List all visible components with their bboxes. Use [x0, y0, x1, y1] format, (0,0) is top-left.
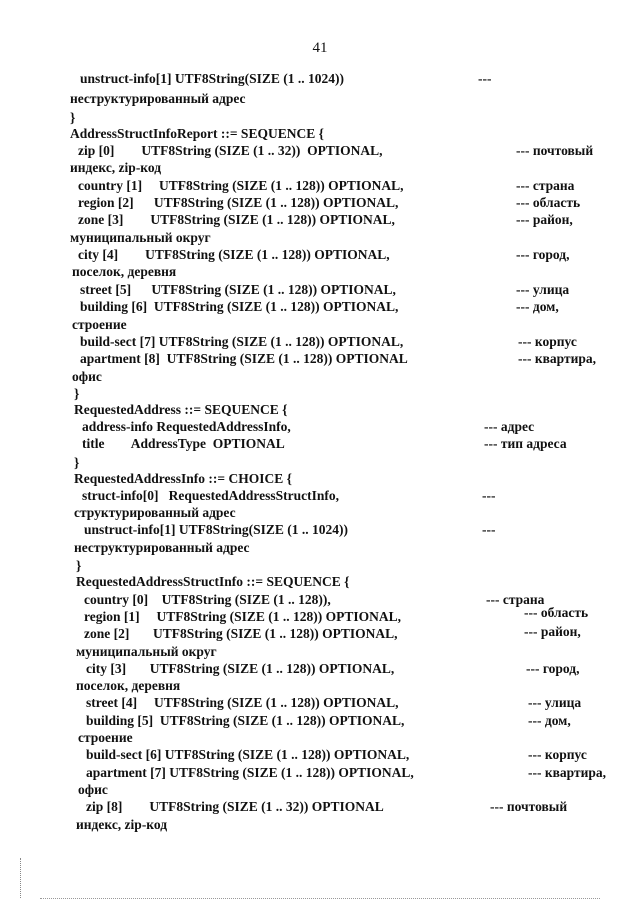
code-line: city [3] UTF8String (SIZE (1 .. 128)) OPTIONAL, [86, 661, 395, 676]
code-line: build-sect [7] UTF8String (SIZE (1 .. 128)) OPTIONAL, [80, 334, 404, 349]
code-line: zone [3] UTF8String (SIZE (1 .. 128)) OPTIONAL, [78, 212, 395, 227]
comment: --- квартира, [528, 765, 607, 780]
comment: --- область [524, 605, 589, 620]
code-line: unstruct-info[1] UTF8String(SIZE (1 .. 1024)) [80, 71, 345, 86]
comment: --- город, [516, 247, 570, 262]
code-line: building [6] UTF8String (SIZE (1 .. 128)) OPTIONAL, [80, 299, 399, 314]
code-line: } [76, 558, 82, 573]
comment: --- страна [486, 592, 545, 607]
code-line: struct-info[0] RequestedAddressStructInfo, [82, 488, 339, 503]
code-line: apartment [8] UTF8String (SIZE (1 .. 128)) OPTIONAL [80, 351, 408, 366]
comment-dashes: --- [478, 71, 492, 86]
comment: --- дом, [528, 713, 571, 728]
comment-continuation: муниципальный округ [76, 644, 217, 659]
comment-continuation: строение [72, 317, 127, 332]
comment-continuation: структурированный адрес [74, 505, 236, 520]
code-line: zone [2] UTF8String (SIZE (1 .. 128)) OPTIONAL, [84, 626, 398, 641]
comment: --- район, [524, 624, 581, 639]
comment-continuation: индекс, zip-код [76, 817, 168, 832]
code-line: } [70, 110, 76, 125]
comment: --- город, [526, 661, 580, 676]
code-line: title AddressType OPTIONAL [82, 436, 285, 451]
code-line: zip [0] UTF8String (SIZE (1 .. 32)) OPTIONAL, [78, 143, 383, 158]
comment: --- почтовый [490, 799, 568, 814]
comment: --- адрес [484, 419, 535, 434]
page-number: 41 [312, 40, 328, 56]
comment: --- район, [516, 212, 573, 227]
comment-continuation: поселок, деревня [72, 264, 177, 279]
code-line: street [4] UTF8String (SIZE (1 .. 128)) OPTIONAL, [86, 695, 399, 710]
code-line: } [74, 455, 80, 470]
code-line: apartment [7] UTF8String (SIZE (1 .. 128)) OPTIONAL, [86, 765, 414, 780]
code-line: AddressStructInfoReport ::= SEQUENCE { [70, 126, 324, 141]
comment-continuation: строение [78, 730, 133, 745]
comment-dashes: --- [482, 522, 496, 537]
comment: --- страна [516, 178, 575, 193]
comment-continuation: индекс, zip-код [70, 160, 162, 175]
comment: --- дом, [516, 299, 559, 314]
comment-continuation: муниципальный округ [70, 230, 211, 245]
code-line: street [5] UTF8String (SIZE (1 .. 128)) OPTIONAL, [80, 282, 396, 297]
comment: --- улица [516, 282, 570, 297]
code-line: region [2] UTF8String (SIZE (1 .. 128)) OPTIONAL, [78, 195, 399, 210]
code-line: address-info RequestedAddressInfo, [82, 419, 291, 434]
comment: --- область [516, 195, 581, 210]
code-line: building [5] UTF8String (SIZE (1 .. 128)) OPTIONAL, [86, 713, 405, 728]
comment: --- корпус [518, 334, 577, 349]
comment: --- почтовый [516, 143, 594, 158]
comment: --- тип адреса [484, 436, 567, 451]
code-line: RequestedAddressInfo ::= CHOICE { [74, 471, 292, 486]
code-line: city [4] UTF8String (SIZE (1 .. 128)) OPTIONAL, [78, 247, 390, 262]
code-line: country [0] UTF8String (SIZE (1 .. 128)), [84, 592, 331, 607]
comment: --- корпус [528, 747, 587, 762]
comment-continuation: неструктурированный адрес [70, 91, 246, 106]
comment: --- квартира, [518, 351, 597, 366]
code-line: } [74, 386, 80, 401]
code-line: zip [8] UTF8String (SIZE (1 .. 32)) OPTIONAL [86, 799, 384, 814]
code-line: RequestedAddressStructInfo ::= SEQUENCE { [76, 574, 350, 589]
code-line: unstruct-info[1] UTF8String(SIZE (1 .. 1024)) [84, 522, 349, 537]
code-line: build-sect [6] UTF8String (SIZE (1 .. 128)) OPTIONAL, [86, 747, 410, 762]
code-line: country [1] UTF8String (SIZE (1 .. 128)) OPTIONAL, [78, 178, 404, 193]
code-line: RequestedAddress ::= SEQUENCE { [74, 402, 288, 417]
scan-margin-mark [20, 858, 22, 898]
comment-continuation: офис [72, 369, 102, 384]
comment-continuation: поселок, деревня [76, 678, 181, 693]
code-line: region [1] UTF8String (SIZE (1 .. 128)) OPTIONAL, [84, 609, 402, 624]
comment-continuation: неструктурированный адрес [74, 540, 250, 555]
comment-continuation: офис [78, 782, 108, 797]
comment-dashes: --- [482, 488, 496, 503]
scan-bottom-dots [40, 898, 600, 900]
comment: --- улица [528, 695, 582, 710]
